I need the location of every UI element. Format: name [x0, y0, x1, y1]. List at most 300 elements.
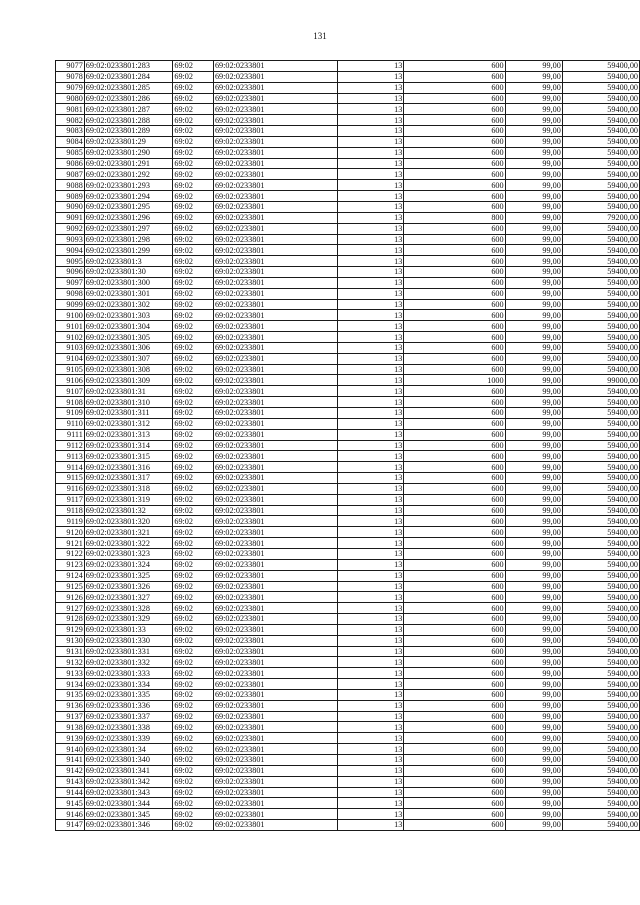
district-code-cell: 69:02: [173, 408, 214, 419]
quarter-number-cell: 69:02:0233801: [213, 787, 338, 798]
group-code-cell: 13: [338, 234, 404, 245]
area-cell: 600: [404, 679, 505, 690]
district-code-cell: 69:02: [173, 212, 214, 223]
district-code-cell: 69:02: [173, 71, 214, 82]
district-code-cell: 69:02: [173, 689, 214, 700]
cadastral-number-cell: 69:02:0233801:324: [84, 559, 173, 570]
cadastral-number-cell: 69:02:0233801:344: [84, 798, 173, 809]
quarter-number-cell: 69:02:0233801: [213, 321, 338, 332]
group-code-cell: 13: [338, 635, 404, 646]
group-code-cell: 13: [338, 462, 404, 473]
district-code-cell: 69:02: [173, 310, 214, 321]
cadastral-value-cell: 59400,00: [562, 115, 639, 126]
district-code-cell: 69:02: [173, 603, 214, 614]
cadastral-value-cell: 59400,00: [562, 809, 639, 820]
specific-value-cell: 99,00: [505, 809, 562, 820]
quarter-number-cell: 69:02:0233801: [213, 624, 338, 635]
district-code-cell: 69:02: [173, 267, 214, 278]
row-number-cell: 9092: [56, 223, 85, 234]
group-code-cell: 13: [338, 538, 404, 549]
row-number-cell: 9089: [56, 191, 85, 202]
specific-value-cell: 99,00: [505, 581, 562, 592]
cadastral-number-cell: 69:02:0233801:320: [84, 516, 173, 527]
table-row: [56, 700, 640, 711]
row-number-cell: 9124: [56, 570, 85, 581]
area-cell: 600: [404, 733, 505, 744]
cadastral-value-cell: 59400,00: [562, 136, 639, 147]
row-number-cell: 9144: [56, 787, 85, 798]
district-code-cell: 69:02: [173, 277, 214, 288]
row-number-cell: 9102: [56, 332, 85, 343]
cadastral-value-cell: 59400,00: [562, 516, 639, 527]
district-code-cell: 69:02: [173, 483, 214, 494]
specific-value-cell: 99,00: [505, 765, 562, 776]
area-cell: 600: [404, 147, 505, 158]
group-code-cell: 13: [338, 744, 404, 755]
area-cell: 600: [404, 115, 505, 126]
cadastral-number-cell: 69:02:0233801:304: [84, 321, 173, 332]
district-code-cell: 69:02: [173, 440, 214, 451]
cadastral-number-cell: 69:02:0233801:299: [84, 245, 173, 256]
district-code-cell: 69:02: [173, 364, 214, 375]
cadastral-number-cell: 69:02:0233801:321: [84, 527, 173, 538]
cadastral-number-cell: 69:02:0233801:293: [84, 180, 173, 191]
table-row: [56, 61, 640, 72]
table-row: [56, 744, 640, 755]
district-code-cell: 69:02: [173, 136, 214, 147]
cadastral-value-cell: 59400,00: [562, 635, 639, 646]
quarter-number-cell: 69:02:0233801: [213, 277, 338, 288]
cadastral-value-cell: 59400,00: [562, 624, 639, 635]
cadastral-value-cell: 59400,00: [562, 765, 639, 776]
specific-value-cell: 99,00: [505, 158, 562, 169]
district-code-cell: 69:02: [173, 635, 214, 646]
group-code-cell: 13: [338, 657, 404, 668]
row-number-cell: 9077: [56, 61, 85, 72]
quarter-number-cell: 69:02:0233801: [213, 570, 338, 581]
area-cell: 600: [404, 744, 505, 755]
row-number-cell: 9122: [56, 548, 85, 559]
quarter-number-cell: 69:02:0233801: [213, 104, 338, 115]
group-code-cell: 13: [338, 321, 404, 332]
area-cell: 600: [404, 559, 505, 570]
quarter-number-cell: 69:02:0233801: [213, 418, 338, 429]
table-row: [56, 136, 640, 147]
table-row: [56, 418, 640, 429]
group-code-cell: 13: [338, 765, 404, 776]
cadastral-value-cell: 59400,00: [562, 570, 639, 581]
quarter-number-cell: 69:02:0233801: [213, 332, 338, 343]
specific-value-cell: 99,00: [505, 223, 562, 234]
district-code-cell: 69:02: [173, 679, 214, 690]
row-number-cell: 9132: [56, 657, 85, 668]
specific-value-cell: 99,00: [505, 462, 562, 473]
cadastral-number-cell: 69:02:0233801:319: [84, 494, 173, 505]
specific-value-cell: 99,00: [505, 115, 562, 126]
specific-value-cell: 99,00: [505, 722, 562, 733]
row-number-cell: 9079: [56, 82, 85, 93]
cadastral-value-cell: 59400,00: [562, 711, 639, 722]
area-cell: 600: [404, 397, 505, 408]
district-code-cell: 69:02: [173, 711, 214, 722]
row-number-cell: 9135: [56, 689, 85, 700]
cadastral-value-cell: 59400,00: [562, 494, 639, 505]
table-row: [56, 820, 640, 831]
area-cell: 600: [404, 61, 505, 72]
row-number-cell: 9085: [56, 147, 85, 158]
district-code-cell: 69:02: [173, 527, 214, 538]
table-row: [56, 711, 640, 722]
cadastral-number-cell: 69:02:0233801:325: [84, 570, 173, 581]
cadastral-value-cell: 59400,00: [562, 668, 639, 679]
cadastral-number-cell: 69:02:0233801:294: [84, 191, 173, 202]
group-code-cell: 13: [338, 256, 404, 267]
specific-value-cell: 99,00: [505, 234, 562, 245]
area-cell: 600: [404, 548, 505, 559]
quarter-number-cell: 69:02:0233801: [213, 538, 338, 549]
district-code-cell: 69:02: [173, 353, 214, 364]
area-cell: 600: [404, 191, 505, 202]
area-cell: 800: [404, 212, 505, 223]
group-code-cell: 13: [338, 147, 404, 158]
table-row: [56, 212, 640, 223]
area-cell: 600: [404, 635, 505, 646]
cadastral-value-cell: 59400,00: [562, 798, 639, 809]
cadastral-number-cell: 69:02:0233801:332: [84, 657, 173, 668]
group-code-cell: 13: [338, 364, 404, 375]
district-code-cell: 69:02: [173, 115, 214, 126]
table-row: [56, 462, 640, 473]
area-cell: 600: [404, 614, 505, 625]
specific-value-cell: 99,00: [505, 657, 562, 668]
row-number-cell: 9113: [56, 451, 85, 462]
quarter-number-cell: 69:02:0233801: [213, 527, 338, 538]
group-code-cell: 13: [338, 689, 404, 700]
quarter-number-cell: 69:02:0233801: [213, 180, 338, 191]
quarter-number-cell: 69:02:0233801: [213, 375, 338, 386]
area-cell: 600: [404, 169, 505, 180]
row-number-cell: 9127: [56, 603, 85, 614]
group-code-cell: 13: [338, 809, 404, 820]
group-code-cell: 13: [338, 212, 404, 223]
row-number-cell: 9096: [56, 267, 85, 278]
cadastral-number-cell: 69:02:0233801:292: [84, 169, 173, 180]
district-code-cell: 69:02: [173, 180, 214, 191]
table-row: [56, 158, 640, 169]
group-code-cell: 13: [338, 332, 404, 343]
group-code-cell: 13: [338, 483, 404, 494]
cadastral-value-cell: 99000,00: [562, 375, 639, 386]
row-number-cell: 9128: [56, 614, 85, 625]
cadastral-number-cell: 69:02:0233801:327: [84, 592, 173, 603]
table-row: [56, 375, 640, 386]
group-code-cell: 13: [338, 408, 404, 419]
group-code-cell: 13: [338, 581, 404, 592]
area-cell: 600: [404, 136, 505, 147]
area-cell: 600: [404, 809, 505, 820]
area-cell: 600: [404, 158, 505, 169]
area-cell: 600: [404, 342, 505, 353]
table-row: [56, 559, 640, 570]
district-code-cell: 69:02: [173, 538, 214, 549]
group-code-cell: 13: [338, 440, 404, 451]
row-number-cell: 9078: [56, 71, 85, 82]
quarter-number-cell: 69:02:0233801: [213, 744, 338, 755]
district-code-cell: 69:02: [173, 288, 214, 299]
cadastral-value-cell: 59400,00: [562, 223, 639, 234]
area-cell: 600: [404, 256, 505, 267]
area-cell: 600: [404, 776, 505, 787]
cadastral-value-cell: 59400,00: [562, 256, 639, 267]
table-row: [56, 201, 640, 212]
group-code-cell: 13: [338, 624, 404, 635]
group-code-cell: 13: [338, 570, 404, 581]
table-row: [56, 429, 640, 440]
group-code-cell: 13: [338, 755, 404, 766]
row-number-cell: 9109: [56, 408, 85, 419]
table-row: [56, 288, 640, 299]
cadastral-number-cell: 69:02:0233801:30: [84, 267, 173, 278]
district-code-cell: 69:02: [173, 592, 214, 603]
quarter-number-cell: 69:02:0233801: [213, 158, 338, 169]
page-number: 131: [313, 31, 327, 41]
table-row: [56, 798, 640, 809]
specific-value-cell: 99,00: [505, 755, 562, 766]
cadastral-value-cell: 59400,00: [562, 679, 639, 690]
table-row: [56, 342, 640, 353]
quarter-number-cell: 69:02:0233801: [213, 711, 338, 722]
cadastral-number-cell: 69:02:0233801:306: [84, 342, 173, 353]
district-code-cell: 69:02: [173, 147, 214, 158]
quarter-number-cell: 69:02:0233801: [213, 700, 338, 711]
row-number-cell: 9116: [56, 483, 85, 494]
group-code-cell: 13: [338, 61, 404, 72]
table-row: [56, 126, 640, 137]
specific-value-cell: 99,00: [505, 147, 562, 158]
cadastral-value-cell: 59400,00: [562, 483, 639, 494]
area-cell: 600: [404, 700, 505, 711]
area-cell: 600: [404, 592, 505, 603]
district-code-cell: 69:02: [173, 755, 214, 766]
district-code-cell: 69:02: [173, 473, 214, 484]
group-code-cell: 13: [338, 104, 404, 115]
specific-value-cell: 99,00: [505, 408, 562, 419]
row-number-cell: 9126: [56, 592, 85, 603]
area-cell: 600: [404, 364, 505, 375]
table-row: [56, 689, 640, 700]
cadastral-number-cell: 69:02:0233801:309: [84, 375, 173, 386]
area-cell: 600: [404, 820, 505, 831]
specific-value-cell: 99,00: [505, 342, 562, 353]
area-cell: 600: [404, 321, 505, 332]
group-code-cell: 13: [338, 267, 404, 278]
group-code-cell: 13: [338, 418, 404, 429]
specific-value-cell: 99,00: [505, 527, 562, 538]
district-code-cell: 69:02: [173, 548, 214, 559]
row-number-cell: 9143: [56, 776, 85, 787]
district-code-cell: 69:02: [173, 765, 214, 776]
cadastral-number-cell: 69:02:0233801:287: [84, 104, 173, 115]
specific-value-cell: 99,00: [505, 483, 562, 494]
quarter-number-cell: 69:02:0233801: [213, 689, 338, 700]
quarter-number-cell: 69:02:0233801: [213, 288, 338, 299]
specific-value-cell: 99,00: [505, 505, 562, 516]
cadastral-value-cell: 59400,00: [562, 332, 639, 343]
row-number-cell: 9101: [56, 321, 85, 332]
quarter-number-cell: 69:02:0233801: [213, 310, 338, 321]
table-row: [56, 473, 640, 484]
district-code-cell: 69:02: [173, 429, 214, 440]
quarter-number-cell: 69:02:0233801: [213, 505, 338, 516]
quarter-number-cell: 69:02:0233801: [213, 364, 338, 375]
row-number-cell: 9080: [56, 93, 85, 104]
quarter-number-cell: 69:02:0233801: [213, 71, 338, 82]
area-cell: 600: [404, 603, 505, 614]
cadastral-number-cell: 69:02:0233801:305: [84, 332, 173, 343]
group-code-cell: 13: [338, 115, 404, 126]
specific-value-cell: 99,00: [505, 104, 562, 115]
specific-value-cell: 99,00: [505, 180, 562, 191]
area-cell: 600: [404, 711, 505, 722]
table-row: [56, 408, 640, 419]
district-code-cell: 69:02: [173, 668, 214, 679]
district-code-cell: 69:02: [173, 126, 214, 137]
cadastral-number-cell: 69:02:0233801:290: [84, 147, 173, 158]
cadastral-value-cell: 59400,00: [562, 71, 639, 82]
row-number-cell: 9110: [56, 418, 85, 429]
specific-value-cell: 99,00: [505, 689, 562, 700]
area-cell: 600: [404, 201, 505, 212]
cadastral-number-cell: 69:02:0233801:314: [84, 440, 173, 451]
cadastral-value-cell: 59400,00: [562, 700, 639, 711]
area-cell: 600: [404, 429, 505, 440]
table-row: [56, 180, 640, 191]
area-cell: 600: [404, 451, 505, 462]
cadastral-number-cell: 69:02:0233801:298: [84, 234, 173, 245]
cadastral-number-cell: 69:02:0233801:296: [84, 212, 173, 223]
quarter-number-cell: 69:02:0233801: [213, 462, 338, 473]
quarter-number-cell: 69:02:0233801: [213, 397, 338, 408]
specific-value-cell: 99,00: [505, 397, 562, 408]
cadastral-value-cell: 59400,00: [562, 614, 639, 625]
row-number-cell: 9138: [56, 722, 85, 733]
table-row: [56, 776, 640, 787]
group-code-cell: 13: [338, 299, 404, 310]
group-code-cell: 13: [338, 451, 404, 462]
quarter-number-cell: 69:02:0233801: [213, 668, 338, 679]
table-row: [56, 353, 640, 364]
group-code-cell: 13: [338, 494, 404, 505]
table-row: [56, 115, 640, 126]
group-code-cell: 13: [338, 700, 404, 711]
specific-value-cell: 99,00: [505, 516, 562, 527]
cadastral-number-cell: 69:02:0233801:346: [84, 820, 173, 831]
quarter-number-cell: 69:02:0233801: [213, 234, 338, 245]
group-code-cell: 13: [338, 277, 404, 288]
row-number-cell: 9129: [56, 624, 85, 635]
table-row: [56, 635, 640, 646]
area-cell: 600: [404, 798, 505, 809]
cadastral-number-cell: 69:02:0233801:301: [84, 288, 173, 299]
area-cell: 600: [404, 223, 505, 234]
cadastral-value-cell: 59400,00: [562, 104, 639, 115]
table-row: [56, 548, 640, 559]
table-row: [56, 256, 640, 267]
specific-value-cell: 99,00: [505, 288, 562, 299]
row-number-cell: 9098: [56, 288, 85, 299]
cadastral-number-cell: 69:02:0233801:326: [84, 581, 173, 592]
table-row: [56, 364, 640, 375]
quarter-number-cell: 69:02:0233801: [213, 212, 338, 223]
row-number-cell: 9088: [56, 180, 85, 191]
quarter-number-cell: 69:02:0233801: [213, 798, 338, 809]
row-number-cell: 9114: [56, 462, 85, 473]
cadastral-number-cell: 69:02:0233801:291: [84, 158, 173, 169]
group-code-cell: 13: [338, 342, 404, 353]
specific-value-cell: 99,00: [505, 299, 562, 310]
group-code-cell: 13: [338, 798, 404, 809]
cadastral-value-cell: 59400,00: [562, 657, 639, 668]
district-code-cell: 69:02: [173, 657, 214, 668]
group-code-cell: 13: [338, 592, 404, 603]
cadastral-number-cell: 69:02:0233801:329: [84, 614, 173, 625]
quarter-number-cell: 69:02:0233801: [213, 733, 338, 744]
specific-value-cell: 99,00: [505, 429, 562, 440]
area-cell: 600: [404, 755, 505, 766]
quarter-number-cell: 69:02:0233801: [213, 267, 338, 278]
specific-value-cell: 99,00: [505, 136, 562, 147]
table-row: [56, 332, 640, 343]
cadastral-value-cell: 59400,00: [562, 201, 639, 212]
cadastral-number-cell: 69:02:0233801:322: [84, 538, 173, 549]
group-code-cell: 13: [338, 733, 404, 744]
specific-value-cell: 99,00: [505, 592, 562, 603]
group-code-cell: 13: [338, 679, 404, 690]
cadastral-value-cell: 59400,00: [562, 722, 639, 733]
table-row: [56, 191, 640, 202]
area-cell: 600: [404, 440, 505, 451]
quarter-number-cell: 69:02:0233801: [213, 256, 338, 267]
group-code-cell: 13: [338, 310, 404, 321]
district-code-cell: 69:02: [173, 494, 214, 505]
specific-value-cell: 99,00: [505, 473, 562, 484]
row-number-cell: 9083: [56, 126, 85, 137]
table-row: [56, 82, 640, 93]
cadastral-value-cell: 59400,00: [562, 646, 639, 657]
specific-value-cell: 99,00: [505, 201, 562, 212]
area-cell: 600: [404, 527, 505, 538]
row-number-cell: 9117: [56, 494, 85, 505]
specific-value-cell: 99,00: [505, 711, 562, 722]
group-code-cell: 13: [338, 787, 404, 798]
group-code-cell: 13: [338, 429, 404, 440]
district-code-cell: 69:02: [173, 299, 214, 310]
district-code-cell: 69:02: [173, 82, 214, 93]
district-code-cell: 69:02: [173, 624, 214, 635]
cadastral-number-cell: 69:02:0233801:300: [84, 277, 173, 288]
area-cell: 600: [404, 71, 505, 82]
cadastral-number-cell: 69:02:0233801:315: [84, 451, 173, 462]
group-code-cell: 13: [338, 646, 404, 657]
quarter-number-cell: 69:02:0233801: [213, 603, 338, 614]
specific-value-cell: 99,00: [505, 646, 562, 657]
table-row: [56, 147, 640, 158]
group-code-cell: 13: [338, 559, 404, 570]
row-number-cell: 9087: [56, 169, 85, 180]
table-row: [56, 538, 640, 549]
table-row: [56, 451, 640, 462]
district-code-cell: 69:02: [173, 234, 214, 245]
